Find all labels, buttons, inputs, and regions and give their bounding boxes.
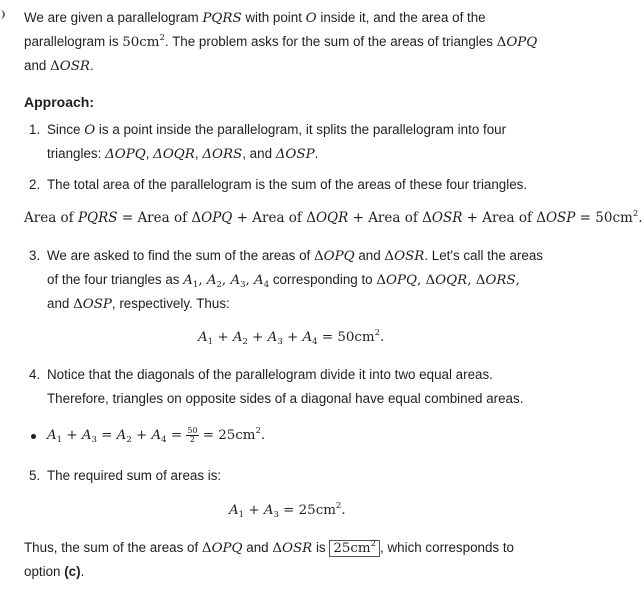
equal-areas-equation: $A_1 + A_3 = A_2 + A_4$ = $\frac{50}{2}$ = $25cm^2$. bbox=[47, 426, 266, 445]
step-3-number: 3. bbox=[29, 248, 41, 263]
intro-line-2: parallelogram is $50cm^2$. The problem asks for the sum of the areas of triangles ΔOPQ bbox=[24, 33, 538, 50]
step-1-line-1: Since O is a point inside the parallelogram, it splits the parallelogram into four bbox=[47, 122, 507, 138]
conclusion-line-1: Thus, the sum of the areas of ΔOPQ and ΔOSR is $25cm^2$ , which corresponds to bbox=[24, 539, 515, 556]
fraction: $\frac{50}{2}$ bbox=[187, 426, 198, 444]
left-edge-mark bbox=[0, 10, 5, 19]
answer-option: (c) bbox=[64, 564, 81, 579]
step-5-number: 5. bbox=[29, 468, 41, 483]
area-sum-equation: Area of PQRS = Area of ΔOPQ + Area of ΔOQR + Area of ΔOSR + Area of $\Delta OSP = 50cm^2$. bbox=[24, 209, 643, 226]
conclusion-line-2: option (c). bbox=[24, 564, 85, 579]
step-4-line-2: Therefore, triangles on opposite sides of a diagonal have equal combined areas. bbox=[47, 391, 524, 406]
step-3-line-1: We are asked to find the sum of the areas of ΔOPQ and ΔOSR. Let's call the areas bbox=[47, 248, 544, 264]
answer-box: $25cm^2$ bbox=[329, 540, 380, 557]
sum-four-areas-equation: $A_1 + A_2 + A_3 + A_4 = 50cm^2$. bbox=[198, 328, 385, 347]
step-4-line-1: Notice that the diagonals of the parallelogram divide it into two equal areas. bbox=[47, 367, 493, 382]
step-3-line-2: of the four triangles as $A_1$, $A_2$, $A_3$, $A_4$ corresponding to ΔOPQ, ΔOQR, ΔORS, bbox=[47, 272, 520, 290]
required-sum-equation: $A_1 + A_3 = 25cm^2$. bbox=[229, 501, 346, 520]
intro-line-1: We are given a parallelogram PQRS with point O inside it, and the area of the bbox=[24, 10, 486, 26]
step-5-text: The required sum of areas is: bbox=[47, 468, 222, 483]
step-2-number: 2. bbox=[29, 177, 41, 192]
intro-line-3: and ΔOSR. bbox=[24, 58, 94, 74]
step-1-line-2: triangles: ΔOPQ, ΔOQR, ΔORS, and ΔOSP. bbox=[47, 146, 319, 162]
step-1-number: 1. bbox=[29, 122, 41, 137]
step-4-number: 4. bbox=[29, 367, 41, 382]
step-3-line-3: and ΔOSP, respectively. Thus: bbox=[47, 296, 230, 312]
bullet-dot bbox=[31, 434, 36, 439]
approach-heading: Approach: bbox=[24, 94, 94, 110]
step-2-text: The total area of the parallelogram is the sum of the areas of these four triangles. bbox=[47, 177, 528, 192]
